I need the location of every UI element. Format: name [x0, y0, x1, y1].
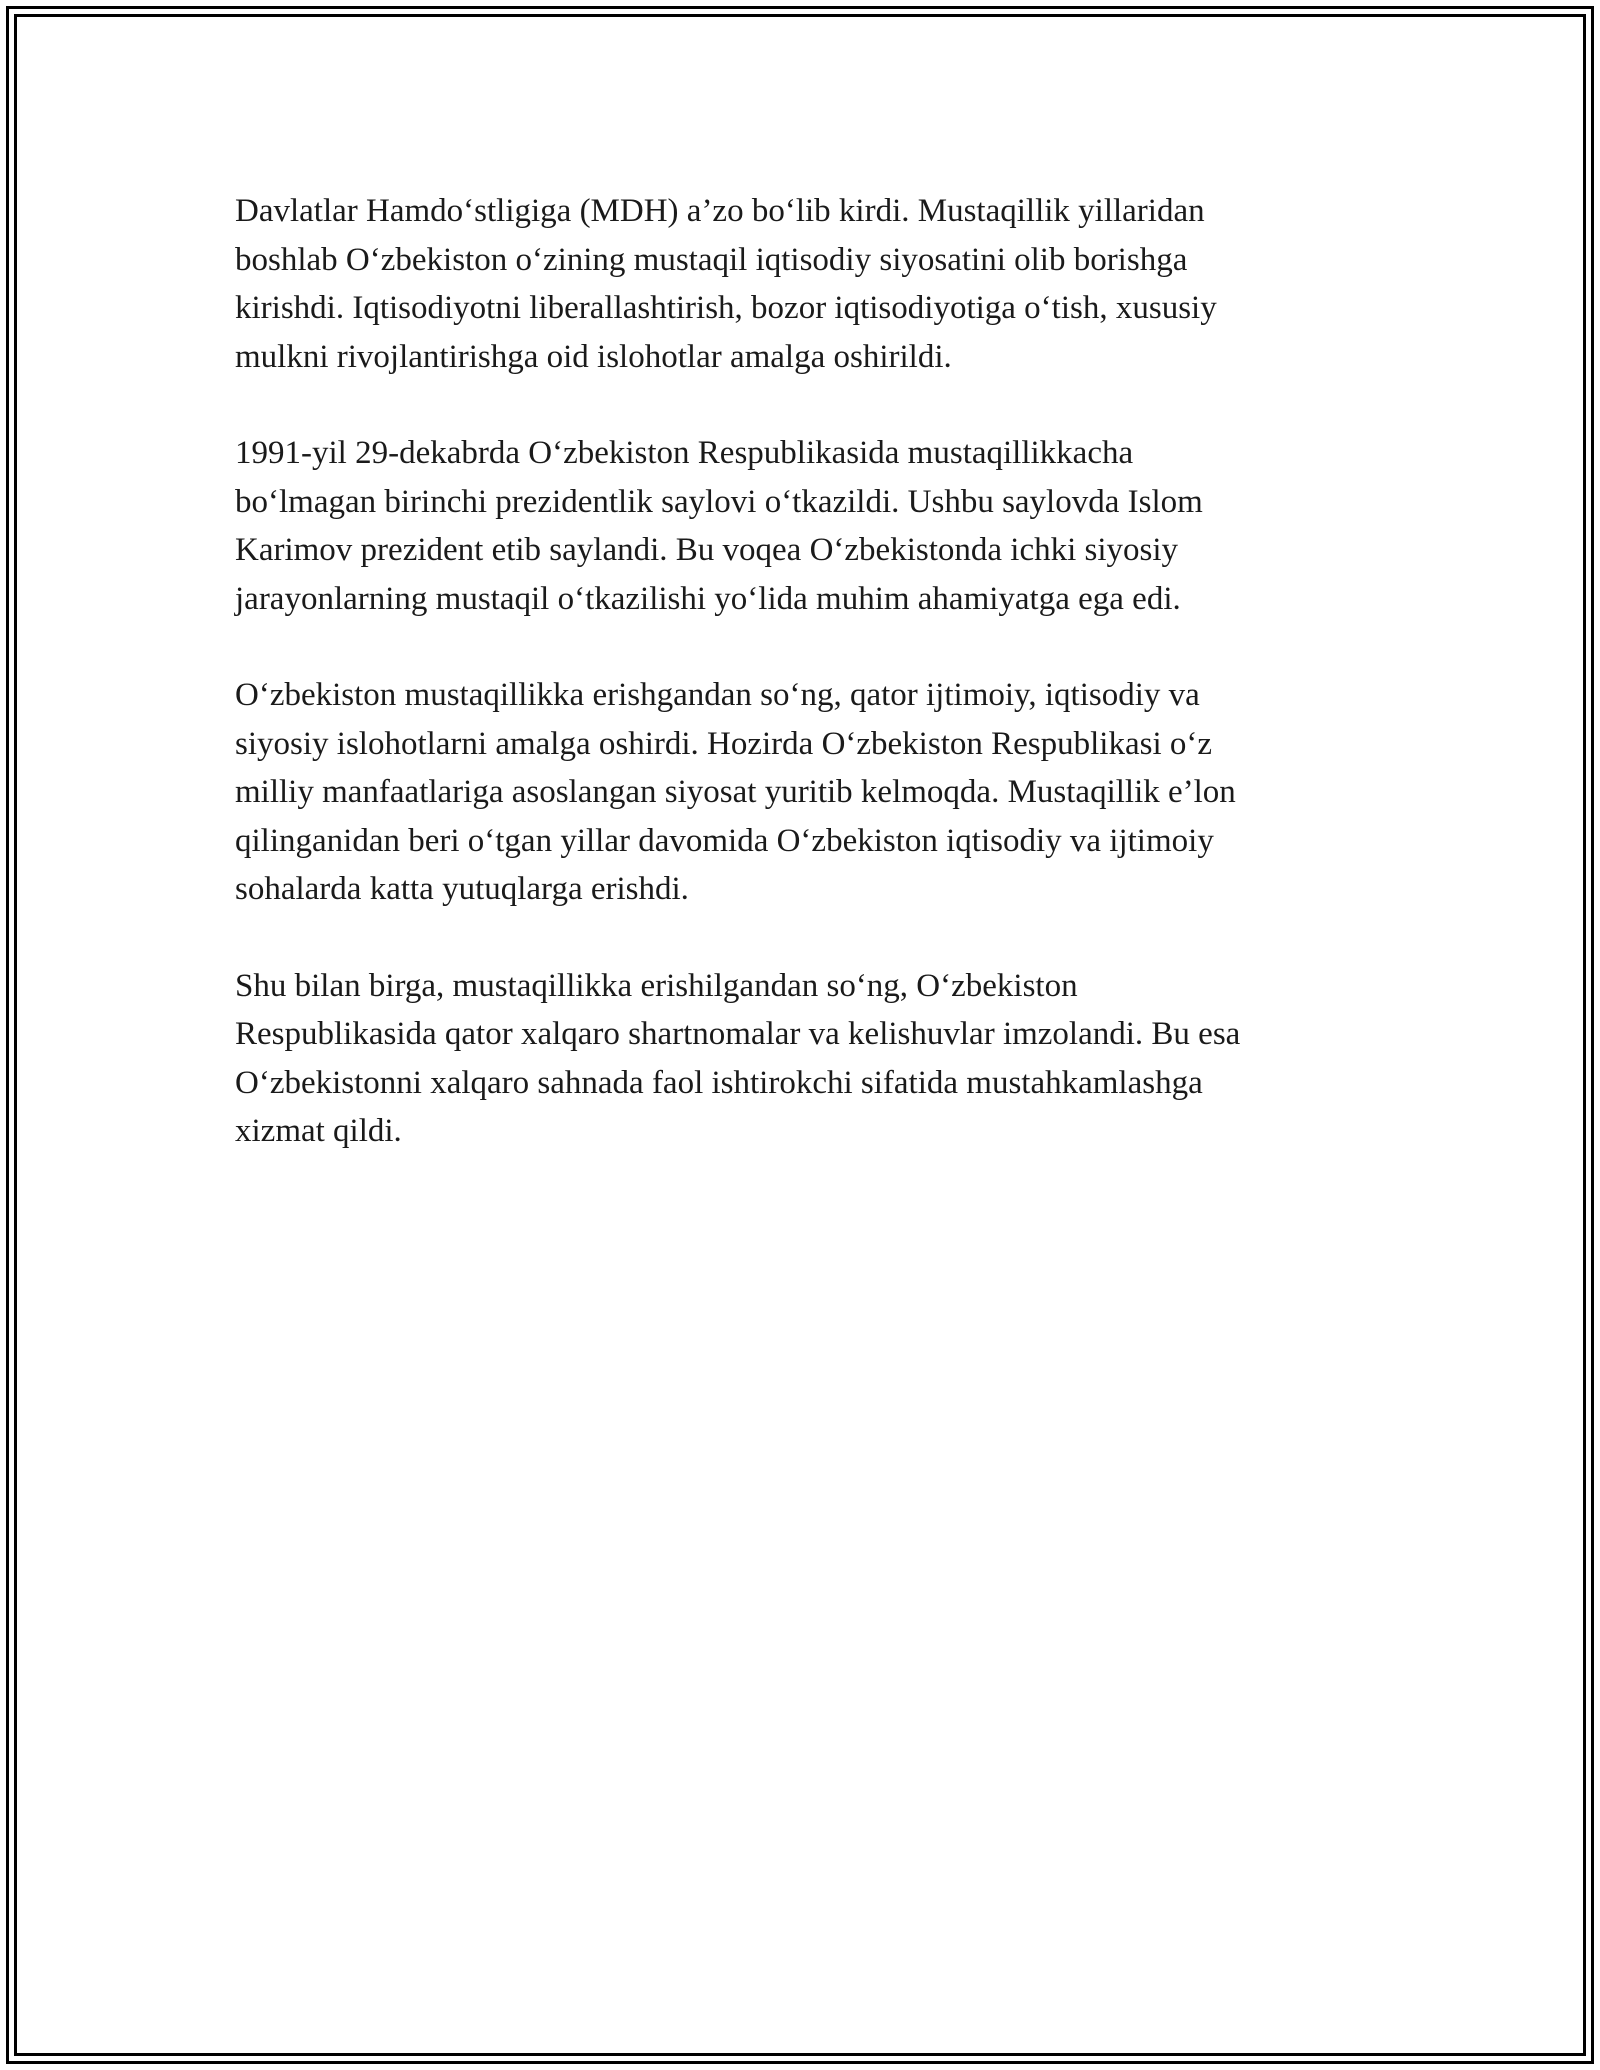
text-line: Respublikasida qator xalqaro shartnomalar va kelishuvlar imzolandi. Bu esa — [235, 1016, 1241, 1052]
text-line: siyosiy islohotlarni amalga oshirdi. Hozirda O‘zbekiston Respublikasi o‘z — [235, 725, 1212, 762]
text-line: Davlatlar Hamdo‘stligiga (MDH) a’zo bo‘lib kirdi. Mustaqillik yillaridan — [235, 193, 1205, 229]
text-line: kirishdi. Iqtisodiyotni liberallashtirish, bozor iqtisodiyotiga o‘tish, xususiy — [235, 290, 1217, 326]
text-line: qilinganidan beri o‘tgan yillar davomida O‘zbekiston iqtisodiy va ijtimoiy — [235, 822, 1214, 859]
text-line: Shu bilan birga, mustaqillikka erishilgandan so‘ng, O‘zbekiston — [235, 967, 1078, 1004]
text-line: 1991-yil 29-dekabrda O‘zbekiston Respublikasida mustaqillikkacha — [235, 435, 1134, 471]
text-line: mulkni rivojlantirishga oid islohotlar amalga oshirildi. — [235, 338, 952, 375]
paragraph-1 — [235, 187, 1375, 381]
paragraph-2 — [235, 429, 1375, 623]
document-body — [235, 187, 1375, 1156]
text-line: O‘zbekiston mustaqillikka erishgandan so‘ng, qator ijtimoiy, iqtisodiy va — [235, 677, 1200, 713]
text-line: sohalarda katta yutuqlarga erishdi. — [235, 871, 689, 907]
text-line: milliy manfaatlariga asoslangan siyosat yuritib kelmoqda. Mustaqillik e’lon — [235, 774, 1236, 810]
text-line: boshlab O‘zbekiston o‘zining mustaqil iqtisodiy siyosatini olib borishga — [235, 241, 1188, 278]
paragraph-4 — [235, 962, 1375, 1156]
paragraph-3 — [235, 671, 1375, 914]
text-line: bo‘lmagan birinchi prezidentlik saylovi o‘tkazildi. Ushbu saylovda Islom — [235, 483, 1203, 520]
text-line: xizmat qildi. — [235, 1113, 402, 1149]
text-line: O‘zbekistonni xalqaro sahnada faol ishtirokchi sifatida mustahkamlashga — [235, 1064, 1203, 1101]
text-line: Karimov prezident etib saylandi. Bu voqea O‘zbekistonda ichki siyosiy — [235, 532, 1179, 568]
text-line: jarayonlarning mustaqil o‘tkazilishi yo‘lida muhim ahamiyatga ega edi. — [235, 580, 1181, 617]
